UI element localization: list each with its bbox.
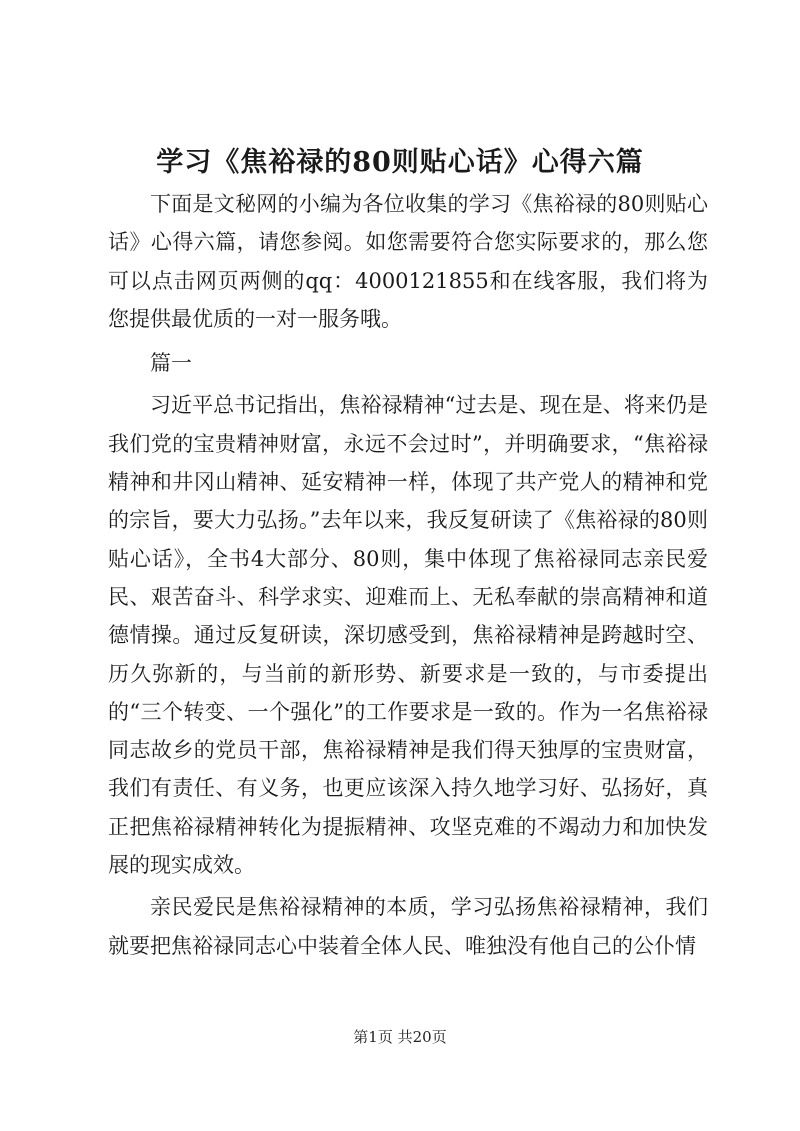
page-footer: 第1页 共20页 xyxy=(353,1028,447,1046)
document-title: 学习《焦裕禄的80则贴心话》心得六篇 xyxy=(156,147,644,178)
body-paragraph-2: 亲民爱民是焦裕禄精神的本质，学习弘扬焦裕禄精神，我们就要把焦裕禄同志心中装着全体人民、唯独没有他自己的公仆情 xyxy=(108,895,708,958)
document-body xyxy=(108,185,708,965)
intro-paragraph: 下面是文秘网的小编为各位收集的学习《焦裕禄的80则贴心话》心得六篇，请您参阅。如您需要符合您实际要求的，那么您可以点击网页两侧的qq：4000121855和在线客服，我们将为您提供最优质的一对一服务哦。 xyxy=(108,192,708,331)
section-heading: 篇一 xyxy=(150,351,192,376)
body-paragraph-1: 习近平总书记指出，焦裕禄精神“过去是、现在是、将来仍是我们党的宝贵精神财富，永远不会过时”，并明确要求，“焦裕禄精神和井冈山精神、延安精神一样，体现了共产党人的精神和党的宗旨，要大力弘扬。”去年以来，我反复研读了《焦裕禄的80则贴心话》，全书4大部分、80则，集中体现了焦裕禄同志亲民爱民、艰苦奋斗、科学求实、迎难而上、无私奉献的崇高精神和道德情操。通过反复研读，深切感受到，焦裕禄精神是跨越时空、历久弥新的，与当前的新形势、新要求是一致的，与市委提出的“三个转变、一个强化”的工作要求是一致的。作为一名焦裕禄同志故乡的党员干部，焦裕禄精神是我们得天独厚的宝贵财富，我们有责任、有义务，也更应该深入持久地学习好、弘扬好，真正把焦裕禄精神转化为提振精神、攻坚克难的不竭动力和加快发展的现实成效。 xyxy=(108,393,708,878)
